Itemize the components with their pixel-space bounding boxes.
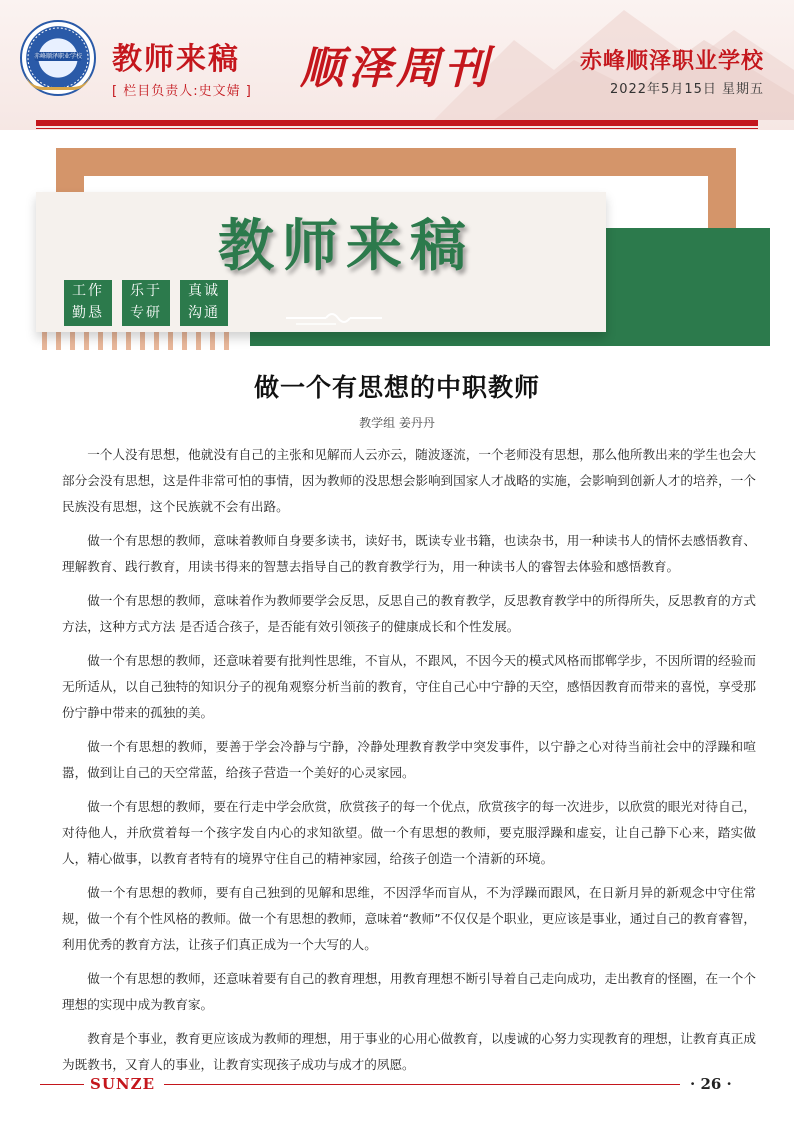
magazine-title: 顺泽周刊 [300, 43, 492, 94]
footer-rule-left [40, 1084, 84, 1085]
tag-line: 专研 [130, 305, 162, 321]
paragraph: 做一个有思想的教师，要善于学会冷静与宁静，冷静处理教育教学中突发事件，以宁静之心对待当前社会中的浮躁和喧嚣，做到让自己的天空常蓝，给孩子营造一个美好的心灵家园。 [62, 739, 756, 780]
column-editor: [ 栏目负责人:史文婧 ] [112, 84, 252, 99]
cloud-ornament-icon [286, 308, 382, 328]
article-title: 做一个有思想的中职教师 [253, 373, 540, 402]
paragraph: 做一个有思想的教师，意味着教师自身要多读书，读好书，既读专业书籍，也读杂书，用一种读书人的情怀去感悟教育、理解教育、践行教育，用读书得来的智慧去指导自己的教育教学行为，用一种读书人的睿智去体验和感悟教育。 [62, 533, 756, 574]
page-number: · 26 · [690, 1075, 732, 1093]
school-logo [20, 20, 96, 96]
article-body [62, 442, 756, 1086]
paragraph: 做一个有思想的教师，要有自己独到的见解和思维，不因浮华而盲从，不为浮躁而跟风，在日新月异的新观念中守住常规，做一个有个性风格的教师。做一个有思想的教师，意味着“教师”不仅仅是个职业，更应该是事业，通过自己的教育睿智，利用优秀的教育方法，让孩子们真正成为一个大写的人。 [62, 885, 756, 952]
column-title: 教师来稿 [112, 42, 240, 77]
paragraph: 做一个有思想的教师，要在行走中学会欣赏，欣赏孩子的每一个优点，欣赏孩字的每一次进步，以欣赏的眼光对待自己，对待他人，并欣赏着每一个孩字发自内心的求知欲望。做一个有思想的教师，要克服浮躁和虚妄，让自己静下心来，踏实做人，精心做事，以教育者特有的境界守住自己的精神家园，给孩子创造一个清新的环境。 [62, 799, 756, 866]
header-rule-thick [36, 120, 758, 126]
page-header [0, 0, 794, 130]
tag-line: 真诚 [188, 283, 220, 299]
footer-label: SUNZE [90, 1075, 156, 1093]
wheat-icon [26, 73, 90, 90]
tag-communicate [180, 280, 228, 326]
tag-work [64, 280, 112, 326]
paragraph: 一个人没有思想，他就没有自己的主张和见解而人云亦云，随波逐流，一个老师没有思想，那么他所教出来的学生也会大部分会没有思想，这是件非常可怕的事情，因为教师的没思想会影响到国家人才战略的实施，会影响到创新人才的培养，一个民族没有思想，这个民族就不会有出路。 [62, 447, 756, 514]
paragraph: 做一个有思想的教师，意味着作为教师要学会反思，反思自己的教育教学，反思教育教学中的所得所失，反思教育的方式方法，这种方式方法 是否适合孩子，是否能有效引领孩子的健康成长和个性发展。 [62, 593, 756, 634]
column-banner [0, 140, 794, 360]
tag-line: 乐于 [130, 283, 162, 299]
paragraph: 做一个有思想的教师，还意味着要有自己的教育理想，用教育理想不断引导着自己走向成功，走出教育的怪圈，在一个个理想的实现中成为教育家。 [62, 971, 756, 1012]
banner-title: 教师来稿 [218, 214, 474, 279]
tag-line: 勤恳 [72, 305, 104, 321]
issue-date: 2022年5月15日 星期五 [609, 82, 764, 97]
logo-text: 赤峰顺泽职业学校 [34, 53, 83, 60]
tag-line: 工作 [72, 283, 104, 299]
paragraph: 做一个有思想的教师，还意味着要有批判性思维，不盲从，不跟风，不因今天的模式风格而邯郸学步，不因所谓的经验而无所适从，以自己独特的知识分子的视角观察分析当前的教育，守住自己心中宁静的天空，感悟因教育而带来的喜悦，享受那份宁静中带来的孤独的美。 [62, 653, 756, 720]
paragraph: 教育是个事业，教育更应该成为教师的理想，用于事业的心用心做教育，以虔诚的心努力实现教育的理想，让教育真正成为既教书，又育人的事业，让教育实现孩子成功与成才的夙愿。 [62, 1031, 756, 1072]
header-rule-thin [36, 128, 758, 129]
tag-line: 沟通 [188, 305, 220, 321]
article-byline: 教学组 姜丹丹 [359, 416, 435, 430]
footer-rule-right [164, 1084, 680, 1085]
tag-study [122, 280, 170, 326]
school-name: 赤峰顺泽职业学校 [579, 49, 764, 74]
